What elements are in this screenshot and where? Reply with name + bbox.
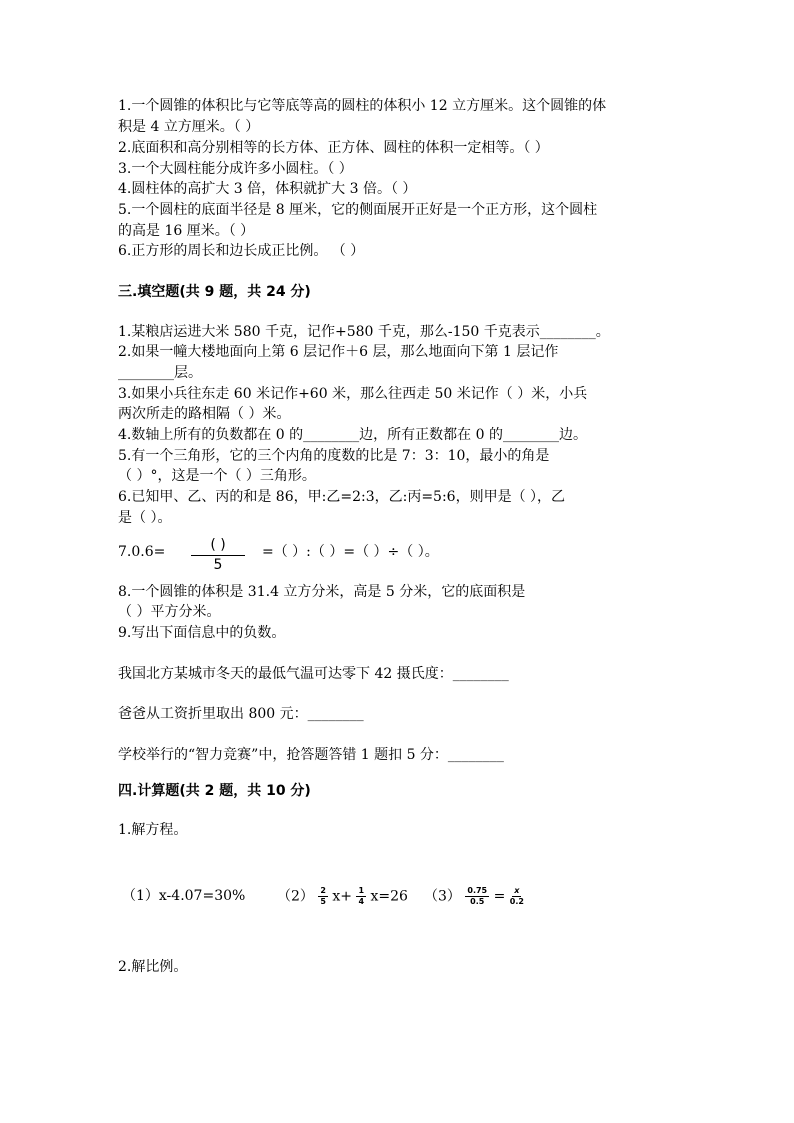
fill-q8-line1: 8.一个圆锥的体积是 31.4 立方分米，高是 5 分米，它的底面积是: [118, 584, 526, 600]
calc-q1: 1.解方程。: [118, 822, 188, 838]
fill-q9-b: 爸爸从工资折里取出 800 元：________: [118, 706, 364, 722]
equation-3-frac1-num: 0.75: [467, 886, 488, 895]
equation-3-frac1-den: 0.5: [470, 897, 485, 906]
fill-q7-prefix: 7.0.6=: [118, 544, 166, 560]
fill-q6-line2: 是（ ）。: [118, 510, 172, 526]
fill-q1: 1.某粮店运进大米 580 千克，记作+580 千克，那么-150 千克表示________。: [118, 324, 610, 340]
equation-3-prefix: （3）: [424, 888, 461, 905]
equation-2-frac2-den: 4: [358, 897, 365, 906]
equation-3-eq: =: [493, 888, 510, 905]
equation-2-frac2-num: 1: [358, 886, 365, 895]
equation-2-frac2: [356, 886, 366, 907]
fill-q7-fraction: [191, 536, 245, 574]
fill-q8-line2: （ ）平方分米。: [118, 604, 221, 620]
fill-q7-suffix: =（ ）:（ ）=（ ）÷（ ）。: [262, 544, 439, 560]
equation-2-frac1-den: 5: [320, 897, 326, 906]
fill-q2-line1: 2.如果一幢大楼地面向上第 6 层记作＋6 层，那么地面向下第 1 层记作: [118, 344, 559, 360]
fill-q2-line2: ________层。: [118, 365, 202, 381]
equation-1: （1）x-4.07=30%: [122, 888, 246, 904]
judge-q1-line2: 积是 4 立方厘米。（ ）: [118, 119, 260, 135]
fill-q7-frac-num: ( ): [210, 537, 226, 553]
judge-q6: 6.正方形的周长和边长成正比例。 （ ）: [118, 243, 365, 259]
equation-2-frac1: [318, 886, 328, 907]
equation-2-prefix: （2）: [277, 888, 314, 905]
fill-q5-line2: （ ）°，这是一个（ ）三角形。: [118, 468, 316, 484]
equation-3: [424, 886, 524, 907]
fill-q6-line1: 6.已知甲、乙、丙的和是 86，甲:乙=2:3，乙:丙=5:6，则甲是（ ），乙: [118, 489, 566, 505]
judge-q5-line2: 的高是 16 厘米。（ ）: [118, 223, 255, 239]
judge-q1-line1: 1.一个圆锥的体积比与它等底等高的圆柱的体积小 12 立方厘米。这个圆锥的体: [118, 98, 607, 114]
equation-2-frac1-num: 2: [320, 886, 326, 895]
calc-q2: 2.解比例。: [118, 959, 188, 975]
equation-3-frac2-num: x: [514, 886, 520, 895]
fill-q7-frac-den: 5: [213, 557, 223, 573]
judge-q2: 2.底面积和高分别相等的长方体、正方体、圆柱的体积一定相等。（ ）: [118, 140, 549, 156]
fill-q9-a: 我国北方某城市冬天的最低气温可达零下 42 摄氏度：________: [118, 666, 509, 682]
section4-title: 四.计算题(共 2 题，共 10 分): [118, 783, 311, 799]
judge-q3: 3.一个大圆柱能分成许多小圆柱。（ ）: [118, 161, 353, 177]
fill-q9-c: 学校举行的“智力竞赛”中，抢答题答错 1 题扣 5 分：________: [118, 747, 504, 763]
equation-2-suffix: x=26: [370, 888, 408, 905]
fill-q3-line2: 两次所走的路相隔（ ）米。: [118, 406, 291, 422]
equation-2-mid: x+: [332, 888, 357, 905]
equation-3-frac1: [465, 886, 489, 907]
equation-2: [277, 886, 408, 907]
equation-3-frac2: [510, 886, 524, 907]
section3-title: 三.填空题(共 9 题，共 24 分): [118, 284, 311, 300]
judge-q5-line1: 5.一个圆柱的底面半径是 8 厘米，它的侧面展开正好是一个正方形，这个圆柱: [118, 202, 598, 218]
fill-q5-line1: 5.有一个三角形，它的三个内角的度数的比是 7：3：10，最小的角是: [118, 448, 550, 464]
equation-3-frac2-den: 0.2: [509, 897, 524, 906]
fill-q9: 9.写出下面信息中的负数。: [118, 625, 286, 641]
fill-q4: 4.数轴上所有的负数都在 0 的________边，所有正数都在 0 的________边。: [118, 427, 587, 443]
fill-q3-line1: 3.如果小兵往东走 60 米记作+60 米，那么往西走 50 米记作（ ）米，小兵: [118, 386, 588, 402]
judge-q4: 4.圆柱体的高扩大 3 倍，体积就扩大 3 倍。（ ）: [118, 181, 417, 197]
